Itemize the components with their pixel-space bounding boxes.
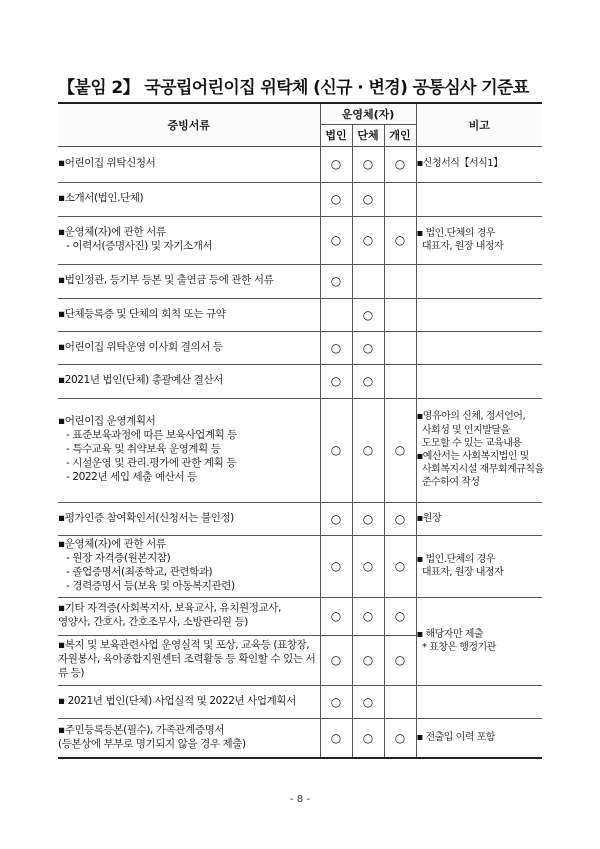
remark-cell bbox=[416, 398, 542, 502]
mark-corp: ○ bbox=[320, 685, 352, 718]
mark-corp: ○ bbox=[320, 364, 352, 398]
document-line: ▪운영체(자)에 관한 서류 bbox=[58, 538, 166, 551]
document-cell bbox=[58, 298, 320, 331]
remark-line: ▪예산서는 사회복지법인 및 bbox=[416, 451, 529, 462]
remark-cell bbox=[416, 502, 542, 535]
document-line: (등본상에 부부로 명기되지 않을 경우 제출) bbox=[58, 737, 246, 750]
mark-org: ○ bbox=[352, 535, 384, 597]
remark-line: 대표자, 원장 내정자 bbox=[416, 241, 504, 252]
remark-line: ▪신청서식【서식1】 bbox=[416, 158, 503, 170]
mark-corp: ○ bbox=[320, 597, 352, 635]
document-subitem: - 시설운영 및 관리.평가에 관한 계획 등 bbox=[66, 456, 237, 469]
document-cell bbox=[58, 146, 320, 182]
mark-indiv bbox=[384, 331, 416, 364]
header-corporation: 법인 bbox=[320, 124, 352, 146]
table-row bbox=[58, 597, 542, 635]
mark-indiv: ○ bbox=[384, 502, 416, 535]
mark-indiv bbox=[384, 685, 416, 718]
table-row bbox=[58, 718, 542, 758]
page-title: 【붙임 2】 국공립어린이집 위탁체 (신규 · 변경) 공통심사 기준표 bbox=[58, 78, 529, 98]
table-row bbox=[58, 535, 542, 597]
mark-corp: ○ bbox=[320, 535, 352, 597]
remark-line: * 표창은 행정기관 bbox=[416, 642, 496, 653]
mark-org: ○ bbox=[352, 718, 384, 758]
mark-indiv: ○ bbox=[384, 597, 416, 635]
table-row bbox=[58, 264, 542, 298]
mark-org: ○ bbox=[352, 685, 384, 718]
document-cell bbox=[58, 331, 320, 364]
remark-cell bbox=[416, 216, 542, 264]
document-cell bbox=[58, 718, 320, 758]
mark-org: ○ bbox=[352, 182, 384, 216]
document-line: ▪어린이집 위탁신청서 bbox=[58, 157, 156, 170]
table-row bbox=[58, 216, 542, 264]
document-cell bbox=[58, 502, 320, 535]
mark-corp: ○ bbox=[320, 331, 352, 364]
document-subitem: - 졸업증명서(최종학교, 관련학과) bbox=[66, 566, 213, 578]
remark-cell bbox=[416, 685, 542, 718]
document-subitem: - 표준보육과정에 따른 보육사업계획 등 bbox=[66, 429, 238, 442]
mark-indiv: ○ bbox=[384, 535, 416, 597]
document-cell bbox=[58, 216, 320, 264]
document-cell bbox=[58, 635, 320, 685]
document-subitem: - 경력증명서 등(보육 및 아동복지관련) bbox=[66, 579, 235, 592]
review-criteria-table bbox=[58, 102, 542, 759]
mark-indiv bbox=[384, 298, 416, 331]
mark-indiv bbox=[384, 364, 416, 398]
remark-cell bbox=[416, 535, 542, 597]
table-row bbox=[58, 502, 542, 535]
mark-corp: ○ bbox=[320, 146, 352, 182]
remark-cell bbox=[416, 331, 542, 364]
mark-org: ○ bbox=[352, 597, 384, 635]
mark-indiv bbox=[384, 264, 416, 298]
document-cell bbox=[58, 182, 320, 216]
mark-corp: ○ bbox=[320, 398, 352, 502]
remark-line: ▪원장 bbox=[416, 512, 442, 524]
mark-corp: ○ bbox=[320, 635, 352, 685]
mark-org bbox=[352, 264, 384, 298]
page-number: - 8 - bbox=[290, 794, 310, 805]
remark-cell bbox=[416, 264, 542, 298]
document-line: ▪평가인증 참여확인서(신청서는 불인정) bbox=[58, 511, 234, 524]
remark-cell bbox=[416, 182, 542, 216]
remark-line: ▪ 전출입 이력 포함 bbox=[416, 732, 495, 744]
document-line: ▪어린이집 위탁운영 이사회 결의서 등 bbox=[58, 340, 223, 353]
mark-org: ○ bbox=[352, 146, 384, 182]
mark-org: ○ bbox=[352, 298, 384, 331]
remark-line: 준수하여 작성 bbox=[416, 477, 480, 489]
remark-cell bbox=[416, 146, 542, 182]
header-organization: 단체 bbox=[352, 124, 384, 146]
table-row bbox=[58, 685, 542, 718]
remark-line: ▪영유아의 신체, 정서언어, bbox=[416, 411, 526, 423]
document-line: ▪법인정관, 등기부 등본 및 출연금 등에 관한 서류 bbox=[58, 274, 274, 287]
document-line: 영양사, 간호사, 간호조무사, 소방관리원 등) bbox=[58, 616, 248, 628]
remark-line: ▪ 법인.단체의 경우 bbox=[416, 227, 495, 239]
document-line: ▪ 2021년 법인(단체) 사업실적 및 2022년 사업계획서 bbox=[58, 694, 296, 707]
mark-corp bbox=[320, 298, 352, 331]
mark-corp: ○ bbox=[320, 264, 352, 298]
document-cell bbox=[58, 398, 320, 502]
document-subitem: - 특수교육 및 취약보육 운영계획 등 bbox=[66, 443, 221, 456]
table-row bbox=[58, 331, 542, 364]
table-row bbox=[58, 182, 542, 216]
document-cell bbox=[58, 535, 320, 597]
mark-corp: ○ bbox=[320, 502, 352, 535]
mark-indiv: ○ bbox=[384, 718, 416, 758]
document-cell bbox=[58, 364, 320, 398]
document-subitem: - 이력서(증명사진) 및 자기소개서 bbox=[66, 240, 213, 252]
mark-indiv: ○ bbox=[384, 635, 416, 685]
remark-cell bbox=[416, 364, 542, 398]
document-line: ▪소개서(법인.단체) bbox=[58, 192, 144, 205]
document-line: ▪어린이집 운영계획서 bbox=[58, 415, 156, 428]
mark-indiv: ○ bbox=[384, 216, 416, 264]
remark-cell bbox=[416, 298, 542, 331]
header-documents: 증빙서류 bbox=[58, 103, 320, 146]
mark-org: ○ bbox=[352, 364, 384, 398]
document-line: ▪단체등록증 및 단체의 회칙 또는 규약 bbox=[58, 307, 226, 320]
document-line: ▪기타 자격증(사회복지사, 보육교사, 유치원정교사, bbox=[58, 602, 281, 615]
document-line: ▪복지 및 보육관련사업 운영실적 및 포상, 교육등 (표창장, 자원봉사, 육아종합지원센터 조력활동 등 확인할 수 있는 서류 등) bbox=[58, 639, 316, 679]
table-row bbox=[58, 298, 542, 331]
remark-line: 사회복지시설 재무회계규칙을 bbox=[416, 464, 544, 476]
document-cell bbox=[58, 597, 320, 635]
mark-corp: ○ bbox=[320, 216, 352, 264]
header-operator-group: 운영체(자) bbox=[320, 103, 416, 124]
mark-corp: ○ bbox=[320, 182, 352, 216]
document-subitem: - 2022년 세입 세출 예산서 등 bbox=[66, 470, 197, 483]
table-row bbox=[58, 146, 542, 182]
document-cell bbox=[58, 685, 320, 718]
document-line: ▪주민등록등본(필수), 가족관계증명서 bbox=[58, 723, 225, 736]
mark-org: ○ bbox=[352, 331, 384, 364]
remark-line: 사회성 및 인지발달을 bbox=[416, 424, 510, 436]
remark-line: 대표자, 원장 내정자 bbox=[416, 567, 504, 578]
mark-indiv bbox=[384, 182, 416, 216]
table-row bbox=[58, 398, 542, 502]
mark-org: ○ bbox=[352, 398, 384, 502]
remark-cell bbox=[416, 597, 542, 685]
mark-org: ○ bbox=[352, 635, 384, 685]
mark-corp: ○ bbox=[320, 718, 352, 758]
remark-cell bbox=[416, 718, 542, 758]
mark-indiv: ○ bbox=[384, 146, 416, 182]
remark-line: ▪ 해당자만 제출 bbox=[416, 628, 484, 640]
document-line: ▪운영체(자)에 관한 서류 bbox=[58, 226, 166, 239]
document-cell bbox=[58, 264, 320, 298]
mark-indiv: ○ bbox=[384, 398, 416, 502]
header-individual: 개인 bbox=[384, 124, 416, 146]
remark-line: 도모할 수 있는 교육내용 bbox=[416, 437, 522, 449]
mark-org: ○ bbox=[352, 502, 384, 535]
document-line: ▪2021년 법인(단체) 총괄예산 결산서 bbox=[58, 374, 223, 387]
mark-org: ○ bbox=[352, 216, 384, 264]
header-remarks: 비고 bbox=[416, 103, 542, 146]
remark-line: ▪ 법인.단체의 경우 bbox=[416, 553, 495, 565]
document-subitem: - 원장 자격증(원본지참) bbox=[66, 552, 171, 565]
table-row bbox=[58, 364, 542, 398]
